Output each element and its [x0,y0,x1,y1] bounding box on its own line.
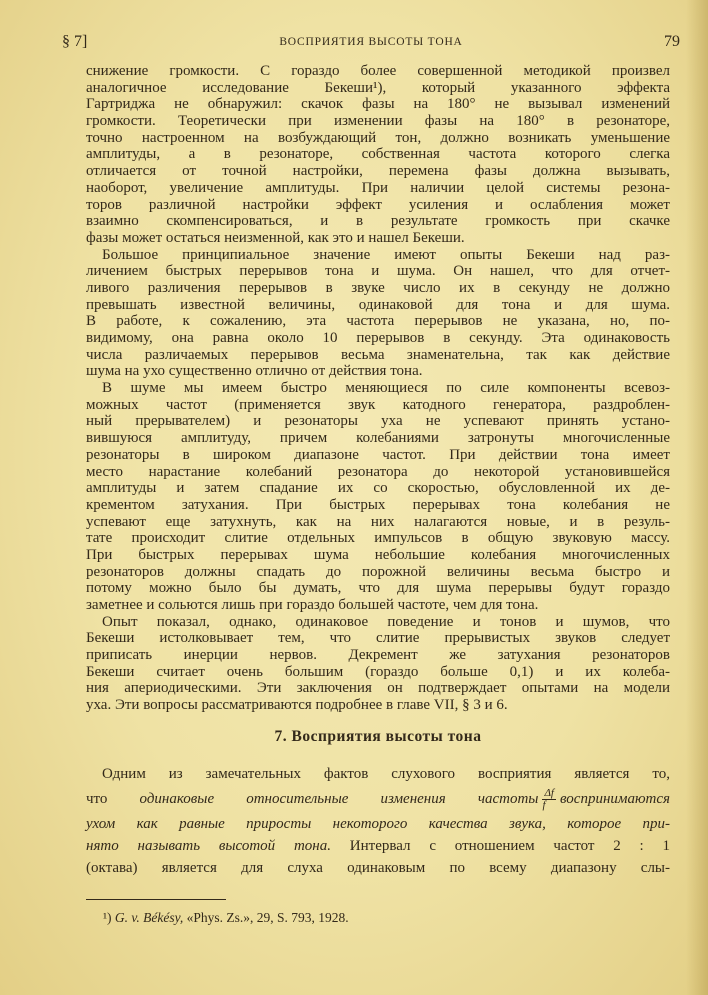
text-line: ния апериодическими. Эти заключения он подтверждает опытами на модели [86,680,670,697]
text-line: заметнее и сольются лишь при гораздо большей частоте, чем для тона. [86,597,539,613]
text-span: Интервал с отношением частот 2 : 1 [330,838,671,854]
body-text [86,63,670,714]
footnote-rule [86,899,226,900]
paragraph [86,380,670,614]
text-line: громкости. Теоретически при изменении фазы на 180° в резонаторе, [86,113,670,130]
text-line: точно настроенном на возбуждающий тон, должно возникать уменьшение [86,129,670,146]
text-line: Бекеши истолковывает тем, что слитие прерывистых звуков следует [86,630,670,647]
text-line: крементом затухания. При быстрых перерывах тона колебания не [86,496,670,513]
text-line: резонаторов должны спадать до порожной величины весьма быстро и [86,563,670,580]
text-line: торов различной настройки эффект усиления и ослабления может [86,196,670,213]
text-span: что [86,791,140,807]
text-line: видимому, она равна около 10 перерывов в секунду. Эта одинаковость [86,330,670,346]
fraction [542,788,556,811]
paragraph [86,247,670,381]
text-line: В работе, к сожалению, эта частота перерывов не указана, но, по- [86,313,670,330]
text-line: (октава) является для слуха одинаковым по всему диапазону слы- [86,860,670,876]
running-head [62,33,680,53]
text-line: При быстрых перерывах шума небольшие колебания многочисленных [86,546,670,563]
paragraph [86,63,670,247]
text-line: место нарастание колебаний резонатора до некоторой установившейся [86,463,670,480]
page-number: 79 [664,33,680,50]
text-line [86,835,670,857]
page-edge-shadow [686,0,708,995]
text-line: Гартриджа не обнаружил: скачок фазы на 180° не вызывал изменений [86,96,670,113]
text-line: приписать инерции нервов. Декремент же затухания резонаторов [86,647,670,664]
footnote-marker: ¹) [103,910,112,925]
text-line [86,785,670,813]
text-line: ухом как равные приросты некоторого качества звука, которое при- [86,816,670,832]
text-line: тате происходит слитие отдельных импульсов в общую звуковую массу. [86,530,670,547]
text-line: отличается от точной настройки, перемена фазы должна вызывать, [86,163,670,180]
text-line: вившуюся амплитуду, причем колебаниями затронуты многочисленные [86,430,670,447]
text-line: Одним из замечательных фактов слухового восприятия является то, [102,766,670,782]
text-line: резонаторы в широком диапазоне частот. При действии тона имеет [86,446,670,463]
section-heading: 7. Восприятия высоты тона [274,728,482,745]
text-line: Бекеши считает очень большим (гораздо больше 0,1) и их колеба- [86,663,670,680]
text-line: амплитуды и затем спадание их со скоростью, обусловленной их де- [86,480,670,497]
italic-span: одинаковые относительные изменения частоты [139,791,539,807]
text-line: амплитуды, а в резонаторе, собственная частота которого слегка [86,146,670,163]
text-line: можных частот (применяется звук катодного генератора, раздроблен- [86,396,670,413]
italic-span: нято называть высотой тона. [86,838,331,854]
text-line: превышать известной величины, одинаковой для тона и для шума. [86,296,670,313]
paragraph [86,763,670,879]
text-line: личением быстрых перерывов тона и шума. Он нашел, что для отчет- [86,263,670,280]
fraction-denominator: f [542,799,546,812]
running-title: ВОСПРИЯТИЯ ВЫСОТЫ ТОНА [279,36,463,48]
footnote-author: G. v. Békésy, [114,910,184,925]
text-line: уха. Эти вопросы рассматриваются подробнее в главе VII, § 3 и 6. [86,697,508,714]
footnote-source: «Phys. Zs.», 29, S. 793, 1928. [183,910,349,925]
fraction-numerator: Δf [544,787,554,800]
footnote [103,910,349,926]
text-line: ный прерывателем) и резонаторы уха не успевают принять устано- [86,413,670,430]
text-line: наоборот, увеличение амплитуды. При наличии целой системы резона- [86,179,670,196]
text-line: Опыт показал, однако, одинаковое поведение и тонов и шумов, что [102,613,670,630]
text-line: Большое принципиальное значение имеют опыты Бекеши над раз- [102,246,670,263]
text-line: шума на ухо существенно отлично от действия тона. [86,363,423,380]
text-line: числа различаемых перерывов весьма знаменательна, так как действие [86,346,670,363]
text-line: ливого различения перерывов в звуке число их в секунду не должно [86,279,670,296]
text-line: успевают еще затухнуть, как на них налагаются новые, и в резуль- [86,513,670,530]
text-line: потому можно было бы думать, что для шума перерывы будут гораздо [86,580,670,597]
text-line: взаимно скомпенсироваться, и в результате громкость при скачке [86,213,670,230]
text-line: снижение громкости. С гораздо более совершенной методикой произвел [86,63,670,79]
italic-span: воспринимаются [559,791,671,807]
text-line: В шуме мы имеем быстро меняющиеся по силе компоненты всевоз- [102,380,670,397]
section-marker: § 7] [62,33,88,50]
text-line: аналогичное исследование Бекеши¹), который указанного эффекта [86,79,670,96]
paragraph [86,614,670,714]
text-line: фазы может остаться неизменной, как это и нашел Бекеши. [86,229,465,246]
